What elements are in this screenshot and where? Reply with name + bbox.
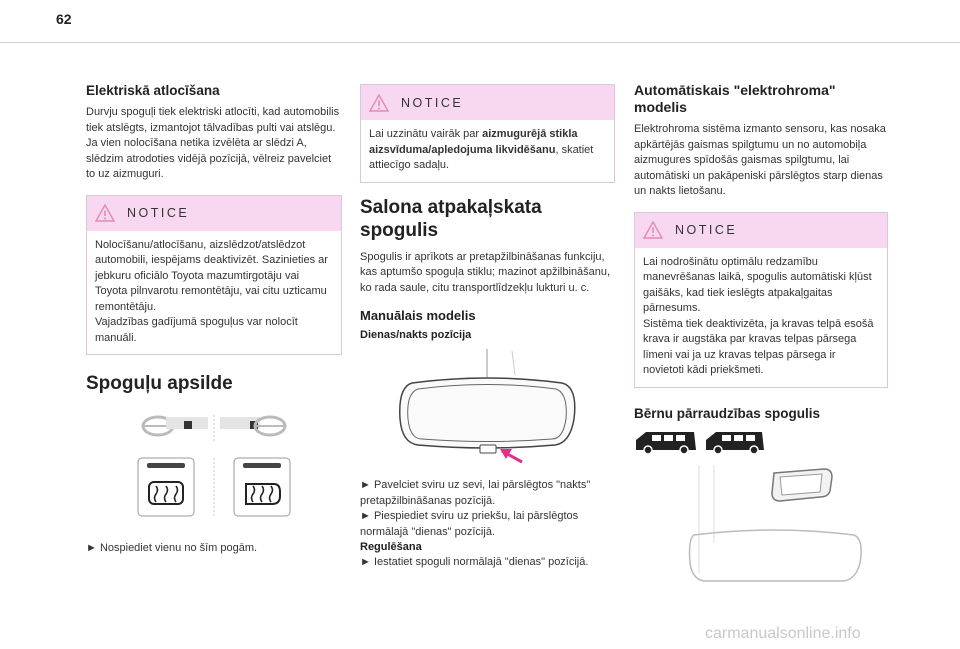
notice-title: NOTICE	[401, 95, 464, 110]
notice-bold-link: aizmugurējā stikla aizsvīduma/apledojuma likvidēšanu	[369, 128, 578, 156]
notice-header	[361, 85, 614, 120]
rear-view-mirror-illustration	[360, 347, 615, 467]
van-icon	[636, 432, 696, 454]
heating-instruction: ► Nospiediet vienu no šīm pogām.	[86, 542, 258, 554]
heading-electric-folding: Elektriskā atlocīšana	[86, 83, 220, 98]
header-rule	[0, 42, 960, 43]
steering-wheel-left-icon	[143, 417, 208, 435]
notice-title: NOTICE	[675, 223, 738, 237]
heading-electrochromic: Automātiskais "elektrohroma" modelis	[634, 82, 836, 115]
electrochromic-text: Elektrohroma sistēma izmanto sensoru, kas nosaka apkārtējās gaismas spilgtumu un no automobiļa aizmugures spīdošās gaismas spilgtumu, lai automātiski un pakāpeniski pārslēgtos starp dienas un nakts lietošanu.	[634, 123, 886, 197]
warning-icon	[643, 221, 663, 239]
step-day-position: ► Piespiediet sviru uz priekšu, lai pārslēgtos normālajā "dienas" pozīcijā.	[360, 510, 579, 538]
heading-mirror-heating: Spoguļu apsilde	[86, 373, 233, 394]
vehicle-icons	[634, 428, 888, 458]
notice-box	[360, 84, 615, 183]
step-adjust: ► Iestatiet spoguli normālajā "dienas" pozīcijā.	[360, 556, 589, 568]
notice-text: Lai uzzinātu vairāk par aizmugurējā stikla aizsvīduma/apledojuma likvidēšanu, skatiet attiecīgo sadaļu.	[369, 128, 594, 171]
page-number: 62	[56, 11, 72, 27]
step-night-position: ► Pavelciet sviru uz sevi, lai pārslēgtos "nakts" pretapžilbināšanas pozīcijā.	[360, 479, 591, 507]
subheading-adjustment: Regulēšana	[360, 541, 422, 553]
van-long-icon	[706, 432, 764, 454]
notice-box	[634, 212, 888, 388]
heading-manual-model: Manuālais modelis	[360, 308, 476, 323]
child-monitoring-mirror-illustration	[634, 463, 888, 583]
heading-interior-mirror: Salona atpakaļskata spogulis	[360, 196, 542, 241]
electric-folding-text: Durvju spoguļi tiek elektriski atlocīti, kad automobilis tiek atslēgts, izmantojot tālvadības pulti vai atslēgu. Ja vien nolocīšana netika izvēlēta ar slēdzi A, slēdzim atrodoties vidējā pozīcijā, vēlreiz pavelciet to uz aizmuguri.	[86, 106, 340, 180]
heading-child-mirror: Bērnu pārraudzības spogulis	[634, 405, 821, 421]
notice-title: NOTICE	[127, 206, 190, 220]
notice-text: Nolocīšanu/atlocīšanu, aizslēdzot/atslēdzot automobili, iespējams deaktivizēt. Sazinieties ar jebkuru oficiālo Toyota mazumtirgotāju vai Toyota pilnvarotu remontētāju, vai citu uzticamu remontētāju. Vajadzības gadījumā spoguļus var nolocīt manuāli.	[95, 238, 328, 344]
notice-text: Lai nodrošinātu optimālu redzamību manevrēšanas laikā, spogulis automātiski kļūst gaišāks, kad tiek ieslēgts atpakaļgaitas pārnesums. Sistēma tiek deaktivizēta, ja kravas telpā esošā krava ir augstāka par kravas telpas pārsega līmeni vai ja uz kravas telpas pārsega ir novietoti kādi priekšmeti.	[643, 255, 874, 376]
notice-header	[635, 213, 887, 248]
column-1	[86, 82, 342, 557]
notice-box	[86, 195, 342, 356]
interior-mirror-text: Spogulis ir aprīkots ar pretapžilbināšanas funkciju, kas aptumšo spoguļa stiklu; mazinot apžilbināšanu, ko rada saule, citu transportlīdzekļu lukturi u. c.	[360, 250, 611, 294]
rear-defrost-button-icon	[138, 458, 194, 516]
steering-wheel-right-icon	[220, 417, 285, 435]
column-3	[634, 82, 888, 588]
defrost-buttons	[86, 454, 342, 524]
warning-icon	[95, 204, 115, 222]
mirror-defrost-button-icon	[234, 458, 290, 516]
subheading-day-night: Dienas/nakts pozīcija	[360, 329, 472, 341]
dashboard-icons	[86, 409, 342, 443]
column-2	[360, 82, 615, 571]
watermark: carmanualsonline.info	[705, 625, 861, 642]
warning-icon	[369, 94, 389, 112]
notice-header	[87, 196, 341, 231]
